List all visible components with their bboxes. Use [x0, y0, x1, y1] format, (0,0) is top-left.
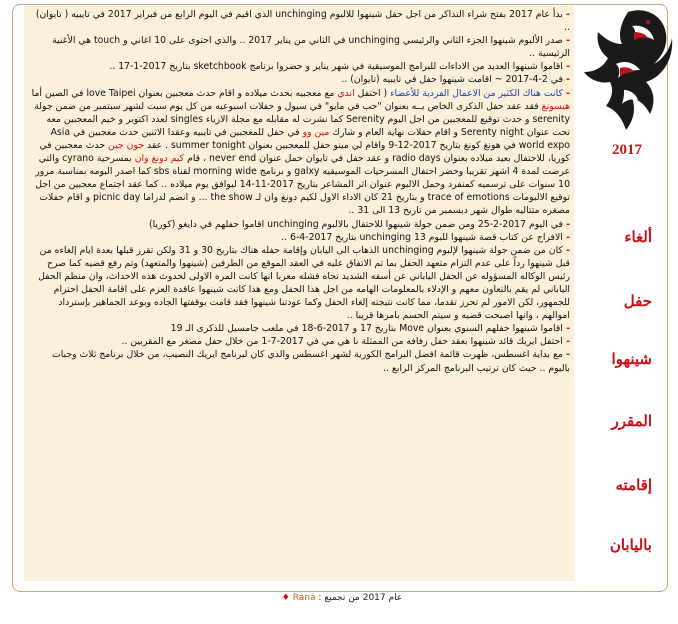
paragraph-segment: كيم دونغ وان [134, 153, 185, 165]
article-body [24, 6, 574, 581]
paragraph-segment: كان من ضمن جولة شينهوا لإلبوم unchinging الذهاب الى اليابان وإقامة حفله هناك بتاريخ 30 و 31 ولكن تقرر قبلها بعدة ايام إلغاءه من قبل شينهوا رداً على عدم التزام متعهد الحفل بما تم الاتفاق عليه في العقد الموقع من الطرفين (شينهوا والمتعهد) وتم رفع قضيه كما صرح رئيس الوكاله المسؤوله عن الحفل الياباني عن أسفه الشديد تجاه فشله معربا انها كانت المره الاولى لحدوث هذه الاحداث، وان منظم الحفل الياباني لم يقم بالتعاون معهم و الإدلاء بالمعلومات الهامه من اجل هذا الحفل ومع هذا كانت شينهوا عاقدة العزم على اقامة الحفل احترام للجمهور، لكن الامور لم تحرز تقدما، مما كانت نتيجته إلغاء الحفل وكما عودتنا شينهوا فقد قامت بوقفتها الجاده وبوعد الجماهير بإسترداد اموالهم ، وانها اصبحت قضيه و سيتم الحسم بامرها قريبا .. [38, 244, 570, 322]
paragraph-segment: مع معجبيه بحدث ميلاده و اقام حدث معجبين بعنوان love Taipei في الصين أما [31, 87, 338, 99]
paragraph [28, 335, 570, 348]
paragraph-segment: هيسونغ [541, 100, 570, 112]
bullet-dash: - [562, 9, 570, 20]
footer-separator: ♦ [281, 593, 290, 603]
bullet-dash: - [562, 35, 570, 47]
paragraph-segment: صدر الألبوم شينهوا الجزء الثاني والرئيسي unchinging في الثاني من يناير 2017 .. والذي احتوى على 10 اغاني و touch هي الأغنية الرئيسية .. [52, 35, 570, 60]
paragraph [28, 73, 570, 86]
year-label: 2017 [612, 142, 642, 158]
paragraph-segment: الافراج عن كتاب قصة شينهوا للبوم 13 unchinging بتاريخ 2017-4-6 .. [281, 231, 563, 243]
footer-author: Rana [292, 593, 316, 603]
paragraph-segment: فقد عقد حفل الذكرى الخاص بــه بعنوان "حب في مايو" في سيول و حفلات اسبوعيه من كل يوم سبت لشهر سبتمبر من ضمن جولة serenity و حدث توقيع للمعجبين من اجل اليوم Serenity كما نشرت له مقابله مع مجلة الازياء singles لعدد اكتوبر و خيم المعجبين معه تحت عنوان Serenty night و اقام حفلات نهاية العام و شارك [34, 100, 570, 138]
paragraph [28, 60, 570, 73]
paragraph [28, 218, 570, 231]
sidebar-label-japan: باليابان [609, 536, 652, 554]
paragraph-segment: بمسرحية cyrano والتي عرضت لمدة 4 اشهر تقريبا وحضر احتفال المسرحيات الموسيقيه galxy و برنامج morning wide لقناة sbs كما اصدر البومه بمناسبة مرور 10 سنوات على ترسميه كمنفرد وحمل الالبوم عنوان اثر المشاعر بتاريخ 2017-11-14 ليوافق يوم ميلاده .. كما عقد اجتماع معجبين من اجل توقيع الالبومات trace of emotions و بتاريخ 21 كان الاداء الاول لكيم دونغ وان لـ the show ... و انضم لدراما picnic day و اقام حفلات مصغره متتاليه طوال شهر ديسمبر من تاريخ 13 الى 31 .. [35, 153, 570, 217]
sidebar-label-shinhwa: شينهوا [611, 350, 652, 368]
paragraph [28, 34, 570, 60]
bullet-dash: - [562, 244, 570, 256]
paragraph-segment: في حفل للمعجبين في تايبيه وعقدا الاثنين حدث معجبين في Asia world expo في هونغ كونغ بتاريخ 2017-12-9 واقام لي مينو حفل للمعجبين بعنوان summer tonight . عقد [50, 126, 570, 151]
paragraph-segment: في 2-4-2017 ~ اقامت شينهوا حفل في تايبيه (تايوان) .. [341, 74, 563, 86]
paragraph-segment: احتفل ايريك قائد شينهوا بعقد حفل زفافه من الممثلة نا هي مي في 2017-7-1 من خلال حفل مصغر مع المقربين .. [121, 336, 563, 348]
footer-credit [232, 593, 452, 603]
paragraph [28, 8, 570, 34]
paragraph-segment: مين وو [302, 126, 330, 138]
sidebar-label-cancel: ألغاء [624, 228, 652, 246]
paragraph-segment: اقاموا شينهوا العديد من الاداءات للبرامج الموسيقية في شهر يناير و حضروا برنامج sketchbook بتاريخ 2017-1-17 .. [109, 61, 563, 73]
paragraph-segment: في اليوم 2017-2-25 ومن ضمن جولة شينهوا للاحتفال بالالبوم unchinging اقاموا حفلهم في دايغو (كوريا) [148, 218, 563, 230]
paragraph-segment: اقاموا شينهوا حفلهم السنوي بعنوان Move بتاريخ 17 و 2017-6-18 في ملعب جامسيل للذكرى الـ 19 [170, 323, 563, 335]
bullet-dash: - [562, 349, 570, 361]
paragraph [28, 348, 570, 374]
bullet-dash: - [562, 323, 570, 335]
dragon-emblem-icon [576, 2, 676, 152]
paragraph-segment: كانت هناك الكثير من الاعمال الفردية للأعضاء [390, 87, 563, 99]
bullet-dash: - [562, 231, 570, 243]
bullet-dash: - [562, 87, 570, 99]
paragraph-segment: ( احتفل [354, 87, 391, 99]
paragraph-segment: اندي [337, 87, 355, 99]
bullet-dash: - [562, 61, 570, 73]
bullet-dash: - [562, 218, 570, 230]
paragraph-segment: جون جين [108, 139, 144, 151]
bullet-dash: - [562, 336, 570, 348]
sidebar [578, 0, 678, 590]
paragraph-segment: بدأ عام 2017 بفتح شراء التذاكر من اجل حفل شينهوا للالبوم unchinging الذي اقيم في اليوم الرابع من فبراير 2017 في تايبيه ( تايوان) .. [35, 9, 570, 34]
sidebar-label-scheduled: المقرر [611, 412, 652, 430]
sidebar-label-held: إقامته [615, 476, 652, 494]
paragraph [28, 87, 570, 218]
paragraph [28, 231, 570, 244]
paragraph-segment: مع بداية اغسطس، ظهرت قائمة افضل البرامج الكورية لشهر اغسطس والذي كان لبرنامج ايريك النصيب، من خلال برنامج ثلاث وجبات باليوم .. حيث كان ترتيب البرنامج المركز الرابع .. [51, 349, 570, 374]
bullet-dash: - [562, 74, 570, 86]
paragraph-segment: حدث معجبين في كوريا، للاحتفال بعيد ميلاده بعنوان radio days و عقد حفل في تايوان حمل عنوان never end ، قام [39, 139, 570, 165]
paragraph [28, 322, 570, 335]
paragraph [28, 244, 570, 323]
sidebar-label-concert: حفل [623, 292, 652, 310]
footer-text: عام 2017 من تجميع : [318, 593, 403, 603]
